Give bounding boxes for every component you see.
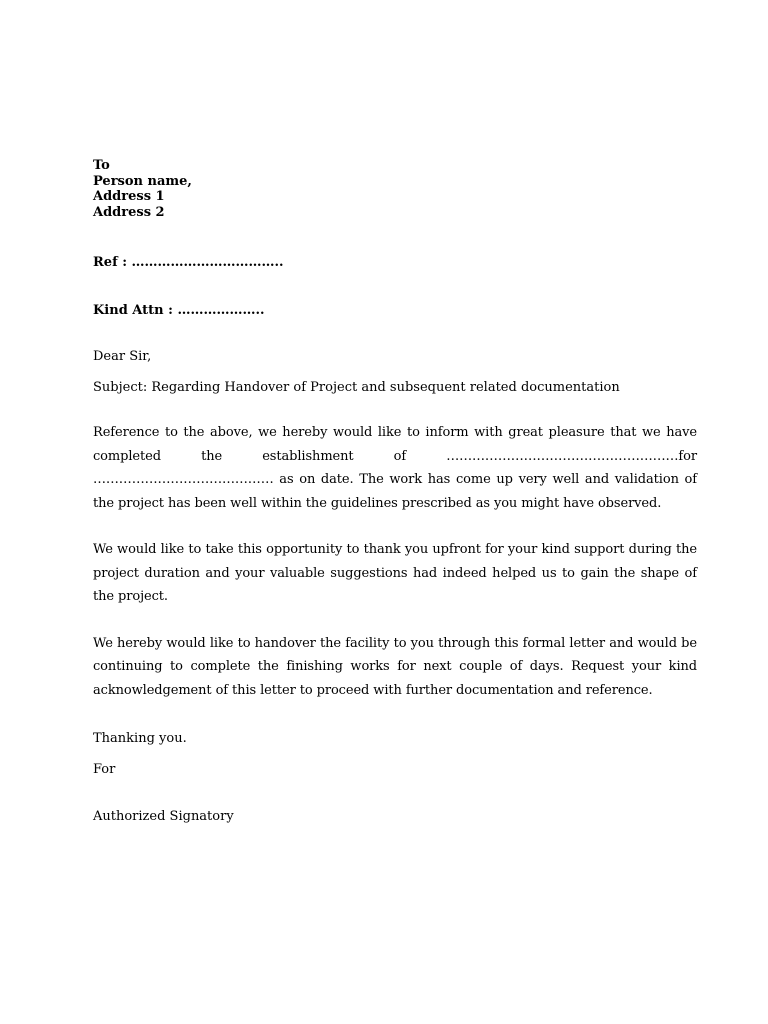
- salutation: Dear Sir,: [93, 349, 152, 364]
- body-paragraph-3: We hereby would like to handover the facility to you through this formal letter and would be continuing to complete the finishing works for next couple of days. Request your kind acknowledgement of this letter to proceed with further documentation and reference.: [93, 635, 697, 698]
- recipient-to: To: [93, 158, 110, 173]
- recipient-block: [93, 158, 697, 220]
- recipient-address-2: Address 2: [93, 204, 165, 220]
- kind-attention-line: Kind Attn : ………………..: [93, 303, 265, 318]
- subject-line: Subject: Regarding Handover of Project and subsequent related documentation: [93, 380, 620, 395]
- body-paragraph-2: We would like to take this opportunity to thank you upfront for your kind support during the project duration and your valuable suggestions had indeed helped us to gain the shape of the project.: [93, 542, 697, 604]
- letter-body: [93, 158, 697, 826]
- body-paragraph-1: Reference to the above, we hereby would like to inform with great pleasure that we have completed the establishment of ………………………………………………for …………………………………… as on date. The work has come up very well and validation of the project has been well within the guidelines prescribed as you might have observed.: [93, 425, 697, 511]
- closing-line: Thanking you.: [93, 731, 187, 746]
- for-line: For: [93, 762, 116, 777]
- reference-line: Ref : ……………………………..: [93, 255, 284, 270]
- recipient-address-1: Address 1: [93, 189, 165, 204]
- authorized-signatory: Authorized Signatory: [93, 809, 234, 824]
- recipient-name: Person name,: [93, 173, 192, 189]
